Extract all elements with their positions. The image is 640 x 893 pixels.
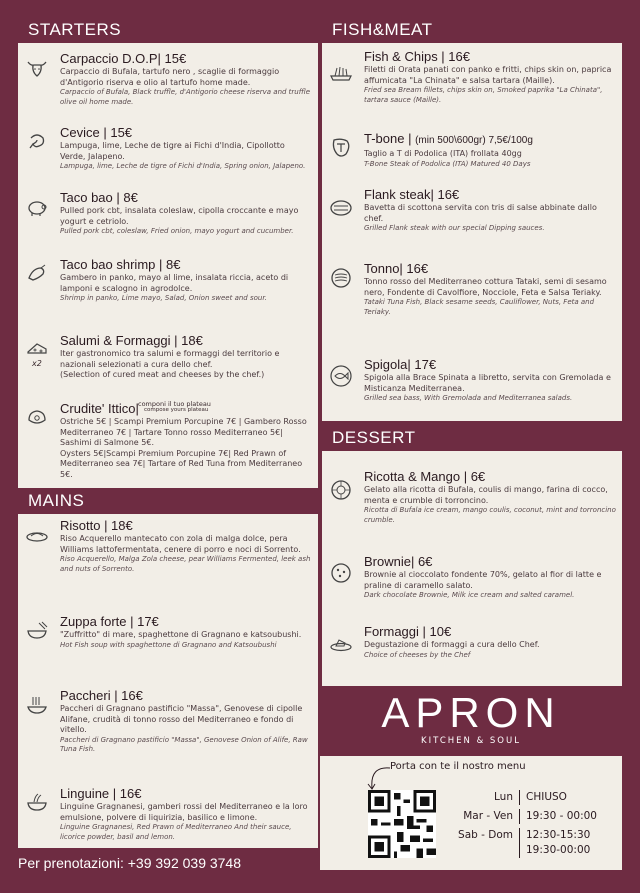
hours-day: Lun — [450, 790, 520, 805]
item-desc: Taglio a T di Podolica (ITA) frollata 40gg — [364, 149, 522, 158]
item-desc-en: Carpaccio of Bufala, Black truffle, d'Antigorio cheese riserva and truffle olive oil home made. — [60, 88, 311, 106]
item-desc-en: Choice of cheeses by the Chef — [364, 650, 471, 659]
item-title: Formaggi | 10€ — [364, 624, 452, 639]
cheese-icon — [24, 335, 50, 361]
item-desc-en: Pulled pork cbt, coleslaw, Fried onion, mayo yogurt and cucumber. — [60, 227, 294, 236]
item-desc-en: (Selection of cured meat and cheeses by the chef.) — [60, 370, 265, 380]
menu-item — [322, 261, 622, 341]
item-desc: Pulled pork cbt, insalata coleslaw, cipolla croccante e mayo yogurt e cetriolo. — [60, 206, 299, 226]
item-title: Cevice | 15€ — [60, 125, 133, 140]
hours-day — [450, 843, 520, 858]
item-desc-en: Linguine Gragnanesi, Red Prawn of Mediterraneo And their sauce, licorice powder, basil and lemon. — [60, 823, 292, 841]
item-desc: Lampuga, lime, Leche de tigre ai Fichi d'India, Cipollotto Verde, Jalapeno. — [60, 141, 285, 161]
hours-row — [450, 809, 597, 824]
item-desc-en: T-Bone Steak of Podolica (ITA) Matured 40 Days — [364, 159, 531, 168]
hours-time: CHIUSO — [526, 791, 567, 803]
hours-row — [450, 828, 597, 843]
hours-time: 12:30-15:30 — [526, 829, 591, 841]
item-title: T-bone | (min 500\600gr) 7,5€/100g — [364, 131, 533, 146]
arrow-icon — [360, 764, 392, 792]
item-desc-en: Hot Fish soup with spaghettone di Gragnano and Katsoubushi — [60, 640, 277, 649]
section-header-starters: STARTERS — [18, 17, 318, 43]
item-desc: Filetti di Orata panati con panko e fritti, chips skin on, paprica affumicata "La Chinata" e salsa tartara (Maille). — [364, 65, 612, 85]
starters-panel — [18, 43, 318, 488]
menu-item — [18, 257, 318, 317]
menu-item — [18, 401, 318, 481]
mains-panel — [18, 514, 318, 848]
item-desc-en: Lampuga, lime, Leche de tigre of Fichi d'India, Spring onion, Jalapeno. — [60, 162, 306, 171]
item-desc-en: Grilled sea bass, With Gremolada and Mediterranea salads. — [364, 394, 573, 403]
menu-item — [18, 125, 318, 175]
item-desc-en: Paccheri di Gragnano pastificio "Massa", Genovese Onion of Alife, Raw Tuna Fish. — [60, 735, 308, 754]
menu-item — [322, 187, 622, 247]
cake-icon — [328, 477, 354, 503]
item-title: Spigola| 17€ — [364, 357, 437, 372]
hours-row — [450, 843, 597, 858]
item-title: Taco bao | 8€ — [60, 190, 138, 205]
pasta-icon — [24, 692, 50, 718]
item-desc: Paccheri di Gragnano pastificio "Massa", Genovese di cipolle Alifane, crudità di tonno rosso del Mediterraneo e fondo di vitello. — [60, 704, 303, 735]
item-desc-en: Grilled Flank steak with our special Dipping sauces. — [364, 224, 545, 233]
menu-item — [18, 51, 318, 121]
item-desc: Riso Acquerello mantecato con zola di malga dolce, pera Williams lattofermentata, cenere di porro e noci di Sorrento. — [60, 534, 301, 554]
hours-row — [450, 790, 597, 805]
cookie-icon — [328, 560, 354, 586]
item-desc: Ostriche 5€ | Scampi Premium Porcupine 7€ | Gambero Rosso Mediterraneo 7€ | Tartare Tonno rosso Mediterraneo 5€| Sashimi di Salmone 5€. — [60, 417, 307, 448]
item-title: Tonno| 16€ — [364, 261, 429, 276]
opening-hours — [450, 790, 597, 858]
item-desc: Linguine Gragnanesi, gamberi rossi del Mediterraneo e la loro emulsione, polvere di liquirizia, basilico e limone. — [60, 802, 308, 822]
menu-item — [18, 688, 318, 768]
pig-icon — [24, 194, 50, 220]
item-title: Paccheri | 16€ — [60, 688, 143, 703]
item-title: Salumi & Formaggi | 18€ — [60, 333, 203, 348]
item-desc: Gelato alla ricotta di Bufala, coulis di mango, farina di cocco, menta e crumble di torroncino. — [364, 485, 608, 505]
item-title: Zuppa forte | 17€ — [60, 614, 159, 629]
reservation-phone[interactable]: Per prenotazioni: +39 392 039 3748 — [18, 855, 242, 871]
item-desc: Brownie al cioccolato fondente 70%, gelato al fior di latte e praline di caramello salato. — [364, 570, 602, 590]
brand-tagline: KITCHEN & SOUL — [421, 736, 521, 746]
cheese-plate-icon — [328, 630, 354, 656]
item-title: Taco bao shrimp | 8€ — [60, 257, 181, 272]
dessert-panel — [322, 451, 622, 686]
menu-item — [322, 554, 622, 614]
item-title: Ricotta & Mango | 6€ — [364, 469, 486, 484]
menu-item — [18, 333, 318, 393]
steak-icon — [328, 195, 354, 221]
noodle-bowl-icon — [24, 790, 50, 816]
item-desc: Carpaccio di Bufala, tartufo nero , scaglie di formaggio d'Antigorio riserva e olio al tartufo home made. — [60, 67, 280, 87]
menu-item — [18, 786, 318, 846]
hours-day: Mar - Ven — [450, 809, 520, 824]
hours-day: Sab - Dom — [450, 828, 520, 843]
brand-block — [320, 686, 622, 756]
item-desc-en: Tataki Tuna Fish, Black sesame seeds, Cauliflower, Nuts, Feta and Teriaky. — [364, 298, 595, 316]
item-desc-en: Oysters 5€|Scampi Premium Porcupine 7€| Red Prawn of Mediterraneo sea 7€| Tartare of Red Tuna from Mediterraneo 5€. — [60, 448, 303, 479]
item-desc: "Zuffritto" di mare, spaghettone di Gragnano e katsoubushi. — [60, 630, 302, 639]
brand-logo: APRON — [381, 689, 561, 736]
item-desc: Tonno rosso del Mediterraneo cottura Tataki, semi di sesamo nero, Fondente di Cavolfiore, Nocciole, Feta e Salsa Teriaky. — [364, 277, 607, 297]
fish-plate-icon — [328, 363, 354, 389]
item-title: Flank steak| 16€ — [364, 187, 460, 202]
section-header-mains: MAINS — [18, 488, 318, 514]
t-bone-icon — [328, 135, 354, 161]
menu-item — [18, 518, 318, 598]
item-desc-en: Riso Acquerello, Malga Zola cheese, pear Williams Fermented, leek ash and nuts of Sorrento. — [60, 555, 311, 573]
plateau-note: componi il tuo plateau — [138, 400, 211, 408]
item-desc-en: Fried sea Bream fillets, chips skin on, Smoked paprika "La Chinata", tartara sauce (Maille). — [364, 86, 603, 104]
item-title: Fish & Chips | 16€ — [364, 49, 470, 64]
menu-cta: Porta con te il nostro menu — [390, 761, 526, 772]
item-title: Brownie| 6€ — [364, 554, 433, 569]
menu-item — [322, 624, 622, 674]
item-title: Crudite' Ittico| — [60, 401, 139, 416]
item-desc-en: Ricotta di Bufala ice cream, mango coulis, coconut, mint and torroncino crumble. — [364, 506, 616, 524]
item-desc: Bavetta di scottona servita con tris di salse abbinate dallo chef. — [364, 203, 597, 223]
oyster-icon — [24, 405, 50, 431]
tuna-icon — [328, 265, 354, 291]
plateau-note-en: compose yours plateau — [144, 407, 209, 413]
item-title: Carpaccio D.O.P| 15€ — [60, 51, 187, 66]
item-desc-en: Shrimp in panko, Lime mayo, Salad, Onion sweet and sour. — [60, 294, 267, 303]
hours-time: 19:30 - 00:00 — [526, 810, 597, 822]
shrimp-tail-icon — [24, 261, 50, 287]
item-desc-en: Dark chocolate Brownie, Milk ice cream and salted caramel. — [364, 591, 575, 600]
bull-head-icon — [24, 55, 50, 81]
item-desc: Spigola alla Brace Spinata a libretto, servita con Gremolada e Misticanza Mediterranea. — [364, 373, 611, 393]
menu-item — [322, 131, 622, 181]
menu-item — [322, 469, 622, 539]
item-desc: Iter gastronomico tra salumi e formaggi del territorio e nazionali selezionati a cura dello chef. — [60, 349, 280, 369]
section-header-dessert: DESSERT — [322, 425, 622, 451]
risotto-icon — [24, 522, 50, 548]
shrimp-icon — [24, 129, 50, 155]
quantity-badge: x2 — [32, 359, 42, 368]
fish-meat-panel — [322, 43, 622, 421]
menu-item — [322, 357, 622, 417]
section-header-fish-meat: FISH&MEAT — [322, 17, 622, 43]
qr-code[interactable] — [368, 790, 436, 858]
item-title: Risotto | 18€ — [60, 518, 133, 533]
hours-time: 19:30-00:00 — [526, 844, 591, 856]
menu-item — [322, 49, 622, 119]
soup-icon — [24, 618, 50, 644]
fish-chips-icon — [328, 59, 354, 85]
item-desc: Gambero in panko, mayo al lime, insalata riccia, aceto di lamponi e scalogno in agrodolce. — [60, 273, 289, 293]
menu-item — [18, 190, 318, 240]
info-panel — [320, 756, 622, 870]
menu-item — [18, 614, 318, 674]
item-title: Linguine | 16€ — [60, 786, 142, 801]
item-desc: Degustazione di formaggi a cura dello Chef. — [364, 640, 540, 649]
